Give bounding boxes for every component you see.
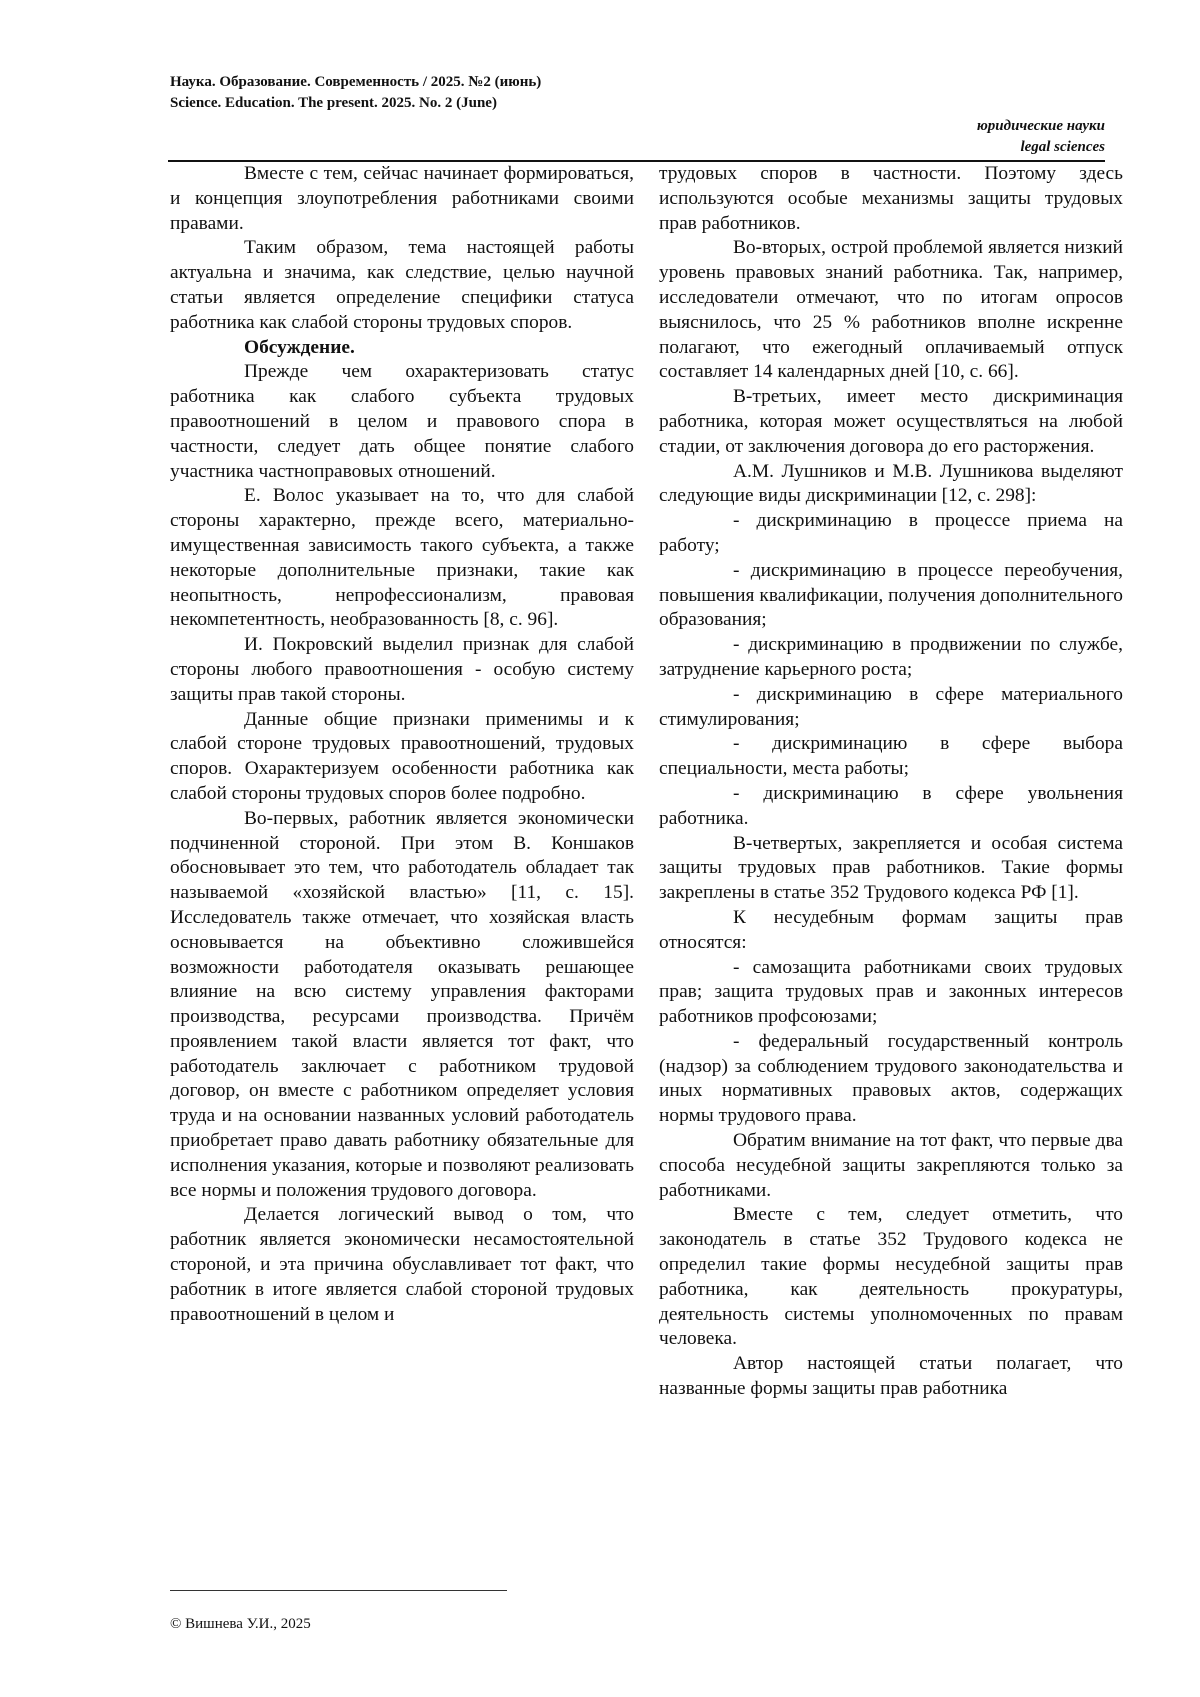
paragraph: К несудебным формам защиты прав относятся: bbox=[659, 906, 1123, 953]
section-label-en: legal sciences bbox=[1020, 139, 1105, 155]
copyright-note: © Вишнева У.И., 2025 bbox=[170, 1616, 311, 1632]
right-column bbox=[659, 162, 1123, 1402]
paragraph: Во-вторых, острой проблемой является низкий уровень правовых знаний работника. Так, например, исследователи отмечают, что по итогам опросов выяснилось, что 25 % работников вполне искренне полагают, что ежегодный оплачиваемый отпуск составляет 14 календарных дней [10, с. 66]. bbox=[659, 237, 1123, 383]
paragraph: Е. Волос указывает на то, что для слабой стороны характерно, прежде всего, материально-имущественная зависимость такого субъекта, а также некоторые дополнительные признаки, такие как неопытность, непрофессионализм, правовая некомпетентность, необразованность [8, с. 96]. bbox=[170, 485, 634, 631]
list-item: - дискриминацию в сфере выбора специальности, места работы; bbox=[659, 733, 1123, 780]
journal-header bbox=[170, 72, 541, 114]
paragraph: И. Покровский выделил признак для слабой стороны любого правоотношения - особую систему защиты прав такой стороны. bbox=[170, 634, 634, 705]
paragraph: В-четвертых, закрепляется и особая система защиты трудовых прав работников. Такие формы закреплены в статье 352 Трудового кодекса РФ [1]. bbox=[659, 832, 1123, 904]
paragraph: Вместе с тем, следует отметить, что законодатель в статье 352 Трудового кодекса не определил такие формы несудебной защиты прав работника, как деятельность прокуратуры, деятельность системы уполномоченных по правам человека. bbox=[659, 1204, 1123, 1350]
list-item: - дискриминацию в процессе переобучения, повышения квалификации, получения дополнительного образования; bbox=[659, 559, 1123, 631]
left-column bbox=[170, 162, 634, 1327]
footnote-divider bbox=[170, 1590, 507, 1591]
paragraph: Прежде чем охарактеризовать статус работника как слабого субъекта трудовых правоотношений в целом и правового спора в частности, следует дать общее понятие слабого участника частноправовых отношений. bbox=[170, 361, 634, 482]
paragraph: Обратим внимание на тот факт, что первые два способа несудебной защиты закрепляются только за работниками. bbox=[659, 1130, 1123, 1201]
paragraph: А.М. Лушников и М.В. Лушникова выделяют следующие виды дискриминации [12, с. 298]: bbox=[659, 460, 1123, 507]
paragraph: Автор настоящей статьи полагает, что названные формы защиты прав работника bbox=[659, 1353, 1123, 1400]
paragraph: Данные общие признаки применимы и к слабой стороне трудовых правоотношений, трудовых споров. Охарактеризуем особенности работника как слабой стороны трудовых споров более подробно. bbox=[170, 708, 634, 804]
list-item: - федеральный государственный контроль (надзор) за соблюдением трудового законодательства и иных нормативных правовых актов, содержащих нормы трудового права. bbox=[659, 1030, 1123, 1127]
paragraph: Таким образом, тема настоящей работы актуальна и значима, как следствие, целью научной статьи является определение специфики статуса работника как слабой стороны трудовых споров. bbox=[170, 237, 634, 333]
paragraph-continued: трудовых споров в частности. Поэтому здесь используются особые механизмы защиты трудовых прав работников. bbox=[659, 163, 1123, 234]
paragraph: Вместе с тем, сейчас начинает формироваться, и концепция злоупотребления работниками своими правами. bbox=[170, 163, 634, 234]
list-item: - дискриминацию в сфере материального стимулирования; bbox=[659, 683, 1123, 730]
journal-title-ru: Наука. Образование. Современность / 2025. №2 (июнь) bbox=[170, 74, 542, 90]
section-label bbox=[977, 116, 1105, 158]
paragraph: Делается логический вывод о том, что работник является экономически несамостоятельной стороной, и эта причина обуславливает тот факт, что работник в итоге является слабой стороной трудовых правоотношений в целом и bbox=[170, 1204, 634, 1325]
list-item: - дискриминацию в продвижении по службе, затруднение карьерного роста; bbox=[659, 634, 1123, 680]
section-heading: Обсуждение. bbox=[244, 336, 355, 358]
section-label-ru: юридические науки bbox=[976, 118, 1105, 134]
journal-title-en: Science. Education. The present. 2025. No. 2 (June) bbox=[170, 95, 497, 111]
paragraph: В-третьих, имеет место дискриминация работника, которая может осуществляться на любой стадии, от заключения договора до его расторжения. bbox=[659, 386, 1123, 457]
paragraph: Во-первых, работник является экономически подчиненной стороной. При этом В. Коншаков обосновывает это тем, что работодатель обладает так называемой «хозяйской властью» [11, с. 15]. Исследователь также отмечает, что хозяйская власть основывается на объективно сложившейся возможности работодателя оказывать решающее влияние на всю систему управления факторами производства, ресурсами производства. Причём проявлением такой власти является тот факт, что работодатель заключает с работником трудовой договор, он вместе с работником определяет условия труда и на основании названных условий работодатель приобретает право давать работнику обязательные для исполнения указания, которые и позволяют реализовать все нормы и положения трудового договора. bbox=[170, 807, 634, 1201]
list-item: - самозащита работниками своих трудовых прав; защита трудовых прав и законных интересов работников профсоюзами; bbox=[659, 956, 1123, 1028]
list-item: - дискриминацию в сфере увольнения работника. bbox=[659, 782, 1123, 829]
list-item: - дискриминацию в процессе приема на работу; bbox=[659, 510, 1123, 556]
